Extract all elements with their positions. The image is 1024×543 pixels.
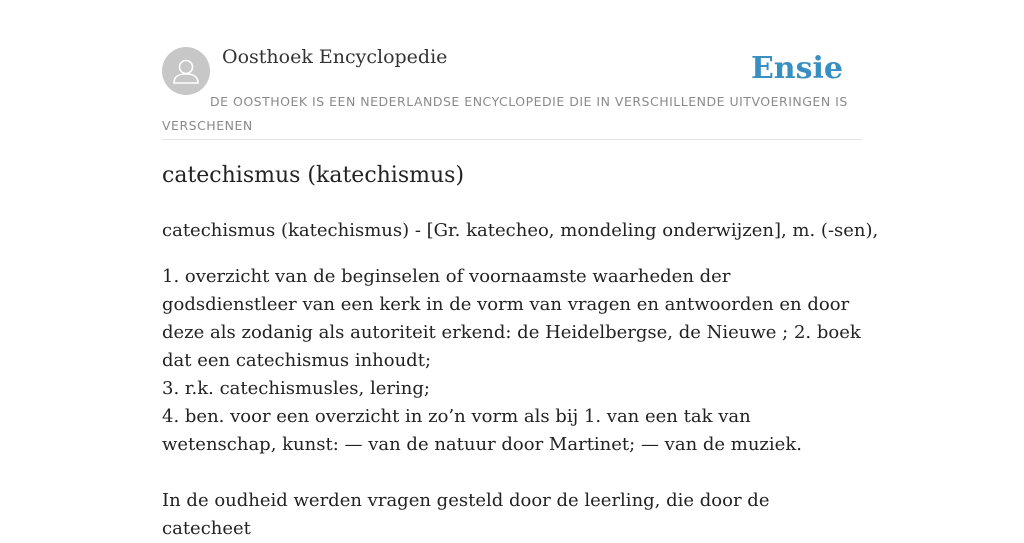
site-name[interactable]: Oosthoek Encyclopedie: [222, 46, 448, 68]
entry-lead: catechismus (katechismus) - [Gr. katecheo, mondeling onderwijzen], m. (-sen),: [162, 220, 879, 241]
user-silhouette-icon: [162, 47, 210, 95]
definition-4: 4. ben. voor een overzicht in zo’n vorm als bij 1. van een tak van wetenschap, kunst: — van de natuur door Martinet; — van de muziek.: [162, 406, 802, 455]
entry-title: catechismus (katechismus): [162, 163, 465, 188]
brand-logo[interactable]: Ensie: [750, 51, 843, 86]
avatar[interactable]: [162, 47, 210, 95]
history-paragraph: In de oudheid werden vragen gesteld door de leerling, die door de catecheet: [162, 490, 770, 539]
definition-1-2: 1. overzicht van de beginselen of voornaamste waarheden der godsdienstleer van een kerk in de vorm van vragen en antwoorden en door deze als zodanig als autoriteit erkend: de Heidelbergse, de Nieuwe ; 2. boek dat een catechismus inhoudt;: [162, 266, 861, 371]
definition-3: 3. r.k. catechismusles, lering;: [162, 378, 430, 399]
site-tagline: DE OOSTHOEK IS EEN NEDERLANDSE ENCYCLOPEDIE DIE IN VERSCHILLENDE UITVOERINGEN IS VERSCHENEN: [162, 94, 848, 133]
paragraph-gap: [162, 459, 862, 487]
entry-body: [162, 263, 862, 543]
header-divider: [162, 139, 862, 140]
